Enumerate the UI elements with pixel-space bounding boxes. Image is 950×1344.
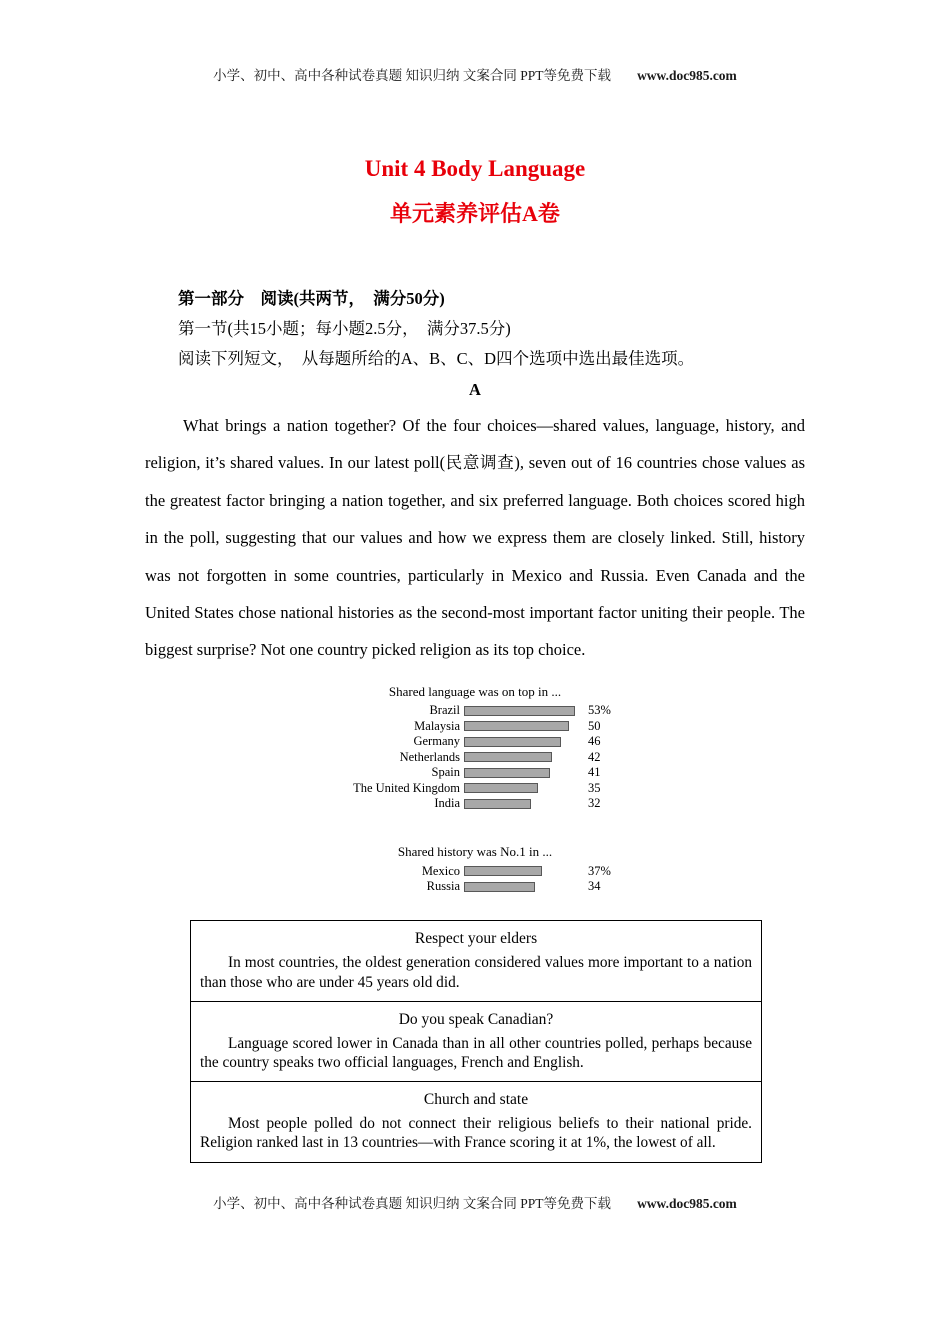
instructions-text: 阅读下列短文， 从每题所给的A、B、C、D四个选项中选出最佳选项。 [178, 349, 695, 368]
chart-value-germany: 46 [588, 734, 601, 749]
passage-label: A [469, 380, 481, 399]
bar-cell [464, 799, 582, 809]
subsection-heading: 第一节(共15小题；每小题2.5分， 满分37.5分) [178, 319, 511, 338]
chart-value-united-kingdom: 35 [588, 780, 601, 795]
chart-row [310, 796, 640, 812]
bar-malaysia [464, 721, 569, 731]
chart-label-united-kingdom: The United Kingdom [353, 780, 460, 795]
info-section-speak-canadian [191, 1001, 761, 1081]
chart-title: Shared language was on top in ... [388, 683, 562, 699]
header-url: www.doc985.com [637, 68, 737, 83]
bar-cell [464, 752, 582, 762]
info-section-church-state [191, 1081, 761, 1161]
chart-value-malaysia: 50 [588, 718, 601, 733]
info-heading: Do you speak Canadian? [398, 1010, 554, 1028]
bar-india [464, 799, 531, 809]
chart-value-india: 32 [588, 796, 601, 811]
chart-shared-history [310, 843, 640, 894]
part-heading: 第一部分 阅读(共两节， 满分50分) [178, 289, 445, 308]
bar-cell [464, 721, 582, 731]
bar-cell [464, 706, 582, 716]
passage-text: What brings a nation together? Of the four choices—shared values, language, history, and religion, it’s shared values. In our latest poll(民意调查), seven out of 16 countries chose values as the greatest factor bringing a nation together, and six preferred language. Both choices scored high in the poll, suggesting that our values and how we express them are closely linked. Still, history was not forgotten in some countries, particularly in Mexico and Russia. Even Canada and the United States chose national histories as the second-most important factor uniting their people. The biggest surprise? Not one country picked religion as its top choice. [145, 416, 805, 660]
bar-cell [464, 737, 582, 747]
bar-brazil [464, 706, 575, 716]
chart-label-brazil: Brazil [429, 703, 460, 718]
bar-cell [464, 866, 582, 876]
chart-row [310, 749, 640, 765]
chart-title: Shared history was No.1 in ... [397, 844, 553, 860]
bar-cell [464, 882, 582, 892]
bar-united-kingdom [464, 783, 538, 793]
info-body: In most countries, the oldest generation considered values more important to a nation than those who are under 45 years old did. [200, 954, 752, 991]
chart-value-mexico: 37% [588, 863, 611, 878]
info-section-respect-elders [191, 921, 761, 1000]
info-body: Language scored lower in Canada than in all other countries polled, perhaps because the country speaks two official languages, French and English. [200, 1034, 752, 1071]
chart-label-spain: Spain [431, 765, 460, 780]
chart-row [310, 703, 640, 719]
footer-text: 小学、初中、高中各种试卷真题 知识归纳 文案合同 PPT等免费下载 [213, 1196, 612, 1211]
document-subtitle: 单元素养评估A卷 [390, 201, 560, 226]
info-body: Most people polled do not connect their religious beliefs to their national pride. Religion ranked last in 13 countries—with France scoring it at 1%, the lowest of all. [200, 1115, 752, 1152]
chart-label-germany: Germany [413, 734, 460, 749]
info-heading: Respect your elders [414, 930, 538, 948]
chart-label-india: India [434, 796, 460, 811]
bar-mexico [464, 866, 542, 876]
chart-shared-language [310, 683, 640, 812]
bar-russia [464, 882, 535, 892]
chart-row [310, 765, 640, 781]
chart-label-netherlands: Netherlands [399, 749, 460, 764]
bar-netherlands [464, 752, 552, 762]
header-text: 小学、初中、高中各种试卷真题 知识归纳 文案合同 PPT等免费下载 [213, 68, 612, 83]
page-footer [0, 1192, 950, 1212]
chart-row [310, 879, 640, 895]
document-title: Unit 4 Body Language [364, 156, 586, 181]
chart-label-malaysia: Malaysia [414, 718, 460, 733]
chart-label-mexico: Mexico [421, 863, 460, 878]
bar-cell [464, 768, 582, 778]
chart-row [310, 734, 640, 750]
bar-cell [464, 783, 582, 793]
page-header [0, 0, 950, 84]
bar-germany [464, 737, 561, 747]
chart-value-netherlands: 42 [588, 749, 601, 764]
document-body [145, 284, 805, 1163]
chart-value-brazil: 53% [588, 703, 611, 718]
chart-row [310, 863, 640, 879]
chart-label-russia: Russia [426, 879, 460, 894]
chart-value-spain: 41 [588, 765, 601, 780]
chart-value-russia: 34 [588, 879, 601, 894]
bar-spain [464, 768, 550, 778]
chart-row [310, 718, 640, 734]
chart-row [310, 780, 640, 796]
info-heading: Church and state [423, 1091, 529, 1109]
footer-url: www.doc985.com [637, 1196, 737, 1211]
info-table [190, 920, 762, 1162]
